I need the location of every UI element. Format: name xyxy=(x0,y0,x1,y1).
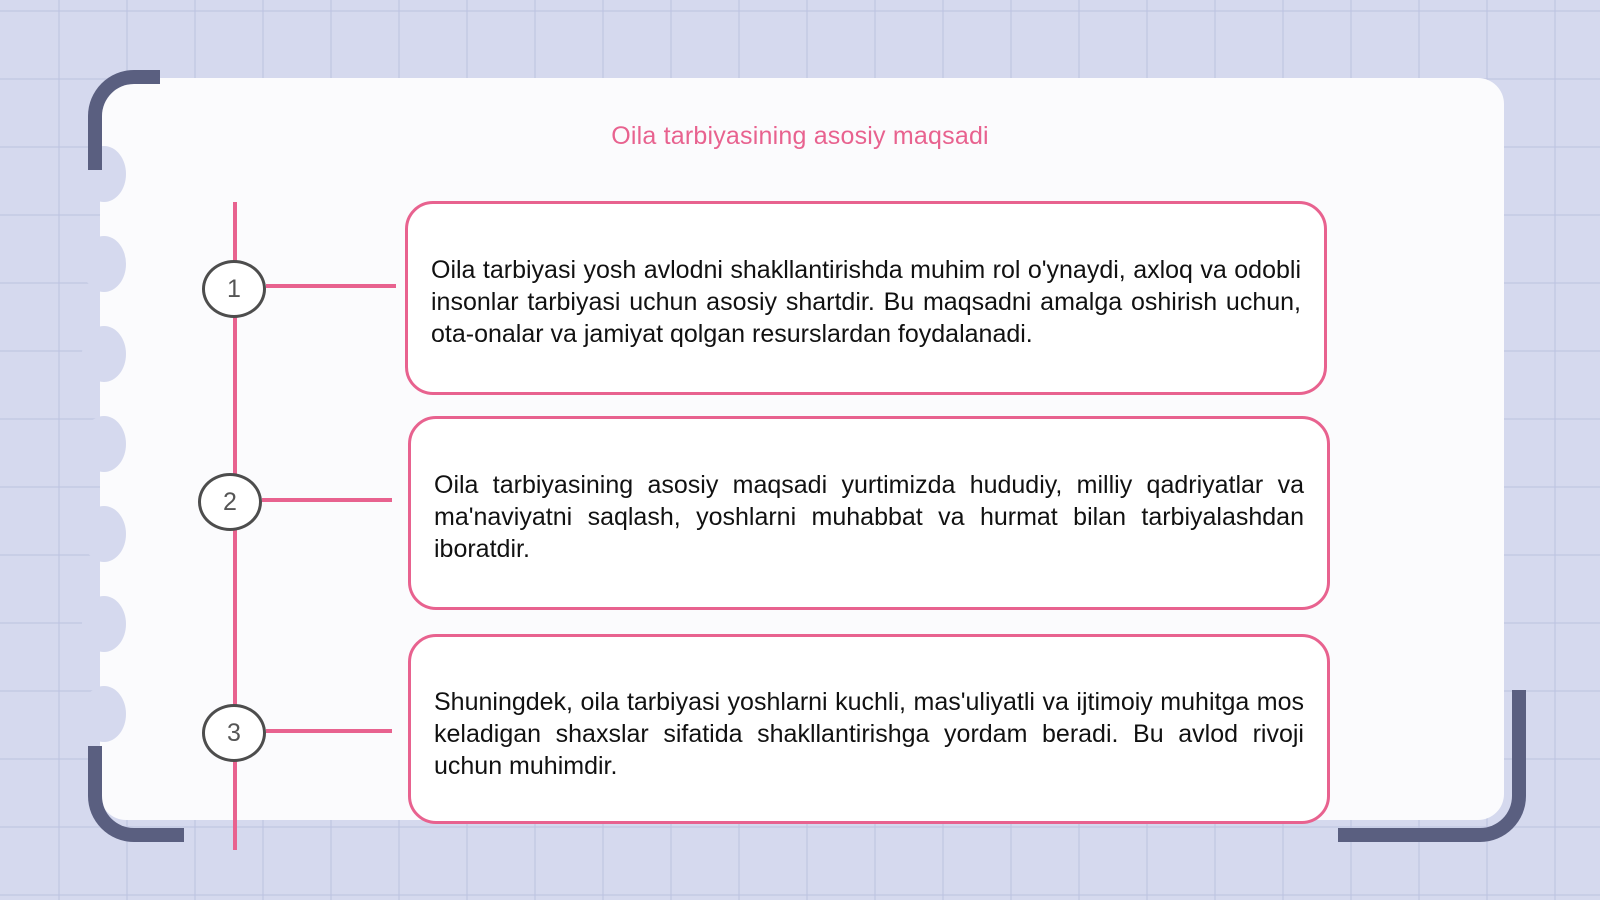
step-number: 2 xyxy=(223,487,237,516)
step-number: 1 xyxy=(227,274,241,303)
paper-edge-notch xyxy=(82,686,126,742)
timeline-connector xyxy=(266,729,392,733)
paper-edge-notch xyxy=(82,416,126,472)
step-marker-2 xyxy=(198,473,262,531)
frame-corner-top-left xyxy=(88,70,160,170)
info-box-3 xyxy=(408,634,1330,824)
info-box-2 xyxy=(408,416,1330,610)
paper-edge-notch xyxy=(82,326,126,382)
timeline-connector xyxy=(266,284,396,288)
slide-title: Oila tarbiyasining asosiy maqsadi xyxy=(611,122,989,150)
timeline-connector xyxy=(262,498,392,502)
frame-corner-bottom-left xyxy=(88,746,184,842)
info-box-text: Shuningdek, oila tarbiyasi yoshlarni kuchli, mas'uliyatli va ijtimoiy muhitga mos keladigan shaxslar sifatida shakllantirishga yordam beradi. Bu avlod rivoji uchun muhimdir. xyxy=(434,688,1304,780)
step-marker-1 xyxy=(202,260,266,318)
info-box-text: Oila tarbiyasining asosiy maqsadi yurtimizda hududiy, milliy qadriyatlar va ma'naviyatni saqlash, yoshlarni muhabbat va hurmat bilan tarbiyalashdan iboratdir. xyxy=(434,471,1304,563)
info-box-1 xyxy=(405,201,1327,395)
paper-edge-notch xyxy=(82,596,126,652)
step-number: 3 xyxy=(227,718,241,747)
paper-edge-notch xyxy=(82,506,126,562)
info-box-text: Oila tarbiyasi yosh avlodni shakllantirishda muhim rol o'ynaydi, axloq va odobli insonlar tarbiyasi uchun asosiy shartdir. Bu maqsadni amalga oshirish uchun, ota-onalar va jamiyat qolgan resurslardan foydalanadi. xyxy=(431,256,1301,348)
paper-edge-notch xyxy=(82,236,126,292)
frame-corner-bottom-right xyxy=(1338,690,1526,842)
step-marker-3 xyxy=(202,704,266,762)
